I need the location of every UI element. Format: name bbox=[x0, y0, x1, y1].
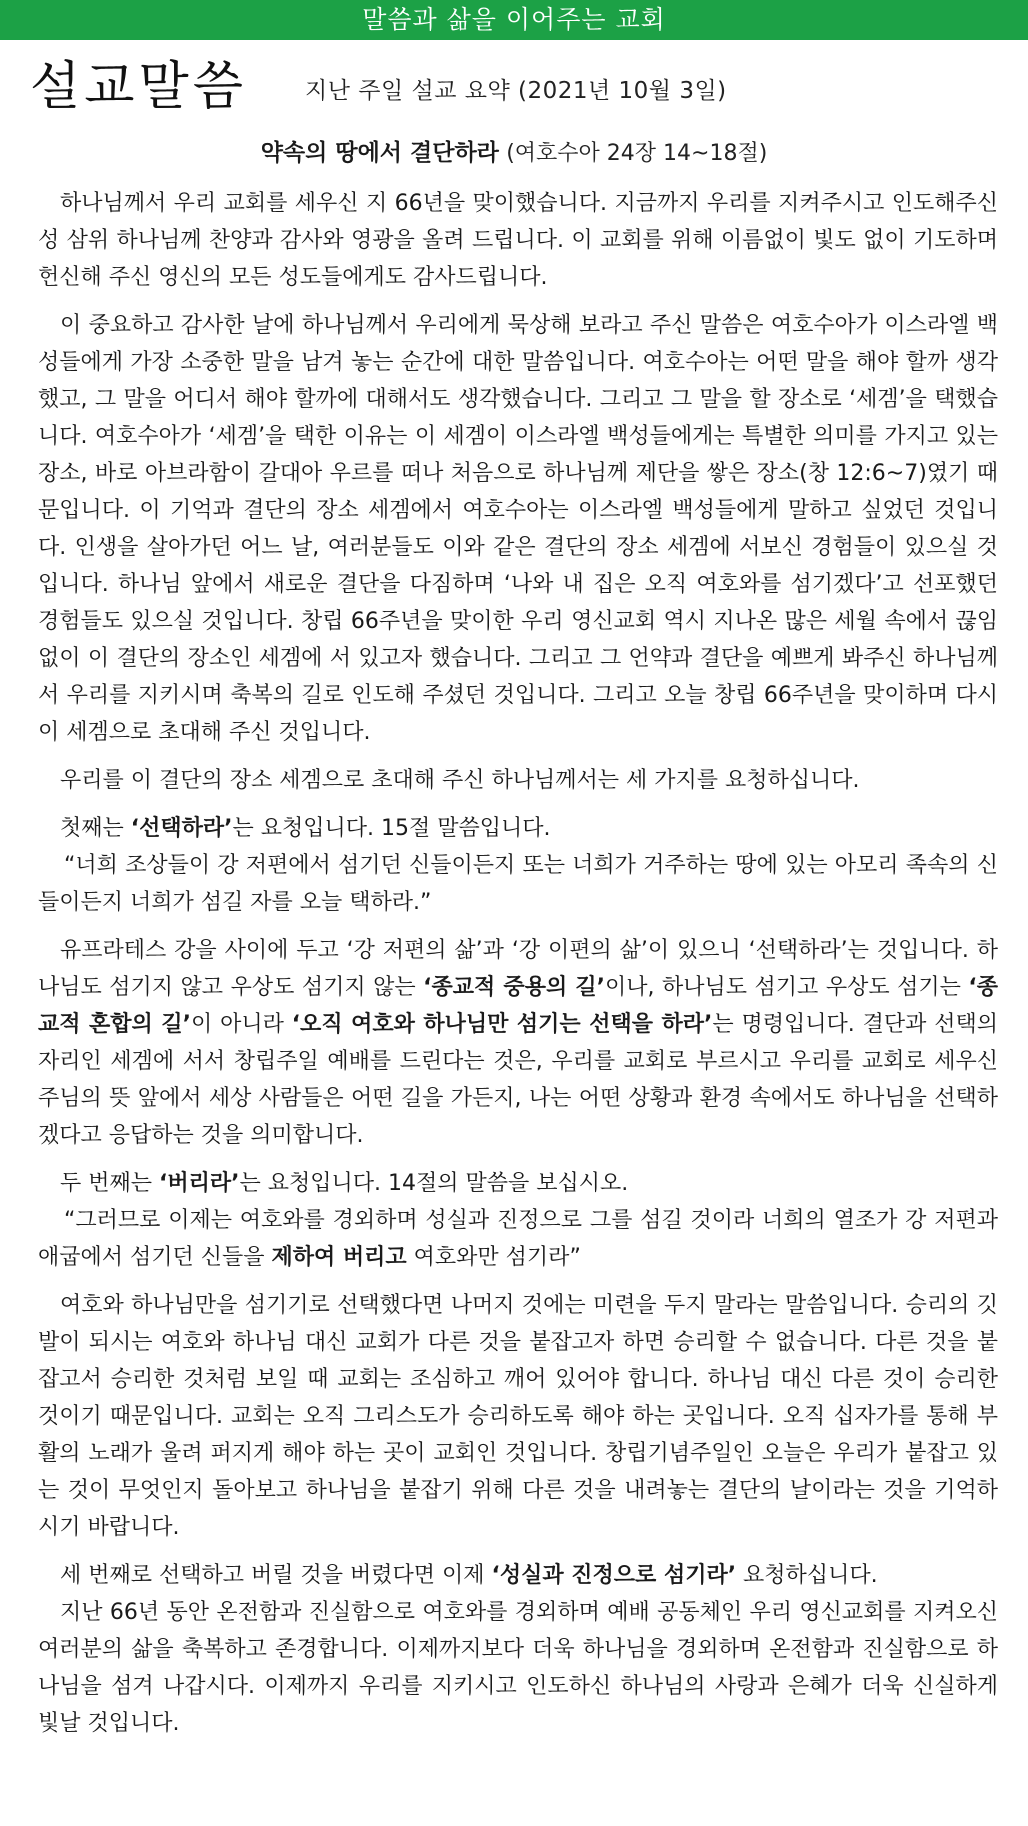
first-request-keyword: ‘선택하라’ bbox=[130, 816, 233, 841]
third-request-keyword: ‘성실과 진정으로 섬기라’ bbox=[491, 1563, 737, 1588]
paragraph-victory: 여호와 하나님만을 섬기기로 선택했다면 나머지 것에는 미련을 두지 말라는 말씀입니다. 승리의 깃발이 되시는 여호와 하나님 대신 교회가 다른 것을 붙잡고자 하면 승리할 수 없습니다. 다른 것을 붙잡고서 승리한 것처럼 보일 때 교회는 조심하고 깨어 있어야 합니다. 하나님 대신 다른 것이 승리한 것이기 때문입니다. 교회는 오직 그리스도가 승리하도록 해야 하는 곳입니다. 오직 십자가를 통해 부활의 노래가 울려 퍼지게 해야 하는 곳이 교회인 것입니다. 창립기념주일인 오늘은 우리가 붙잡고 있는 것이 무엇인지 돌아보고 하나님을 붙잡기 위해 다른 것을 내려놓는 결단의 날이라는 것을 기억하시기 바랍니다. bbox=[38, 1293, 998, 1540]
quote-verse-14: “그러므로 이제는 여호와를 경외하며 성실과 진정으로 그를 섬길 것이라 너희의 열조가 강 저편과 애굽에서 섬기던 신들을 제하여 버리고 여호와만 섬기라” bbox=[38, 1208, 998, 1270]
paragraph-closing: 지난 66년 동안 온전함과 진실함으로 여호와를 경외하며 예배 공동체인 우리 영신교회를 지켜오신 여러분의 삶을 축복하고 존경합니다. 이제까지보다 더욱 하나님을 경외하며 온전함과 진실함으로 하나님을 섬겨 나갑시다. 이제까지 우리를 지키시고 인도하신 하나님의 사랑과 은혜가 더욱 신실하게 빛날 것입니다. bbox=[38, 1600, 998, 1736]
scripture-reference: (여호수아 24장 14~18절) bbox=[506, 141, 768, 166]
slogan-text: 말씀과 삶을 이어주는 교회 bbox=[362, 5, 666, 34]
keyword-put-away: 제하여 버리고 bbox=[271, 1245, 407, 1270]
sermon-date-subtitle: 지난 주일 설교 요약 (2021년 10월 3일) bbox=[305, 78, 727, 104]
keyword-religious-middle-way: ‘종교적 중용의 길’ bbox=[423, 975, 605, 1000]
sermon-title bbox=[0, 134, 1028, 167]
paragraph-shechem: 이 중요하고 감사한 날에 하나님께서 우리에게 묵상해 보라고 주신 말씀은 여호수아가 이스라엘 백성들에게 가장 소중한 말을 남겨 놓는 순간에 대한 말씀입니다. 여호수아는 어떤 말을 해야 할까 생각했고, 그 말을 어디서 해야 할까에 대해서도 생각했습니다. 그리고 그 말을 할 장소로 ‘세겜’을 택했습니다. 여호수아가 ‘세겜’을 택한 이유는 이 세겜이 이스라엘 백성들에게는 특별한 의미를 가지고 있는 장소, 바로 아브라함이 갈대아 우르를 떠나 처음으로 하나님께 제단을 쌓은 장소(창 12:6~7)였기 때문입니다. 이 기억과 결단의 장소 세겜에서 여호수아는 이스라엘 백성들에게 말하고 싶었던 것입니다. 인생을 살아가던 어느 날, 여러분들도 이와 같은 결단의 장소 세겜에 서보신 경험들이 있으실 것입니다. 하나님 앞에서 새로운 결단을 다짐하며 ‘나와 내 집은 오직 여호와를 섬기겠다’고 선포했던 경험들도 있으실 것입니다. 창립 66주년을 맞이한 우리 영신교회 역시 지나온 많은 세월 속에서 끊임없이 이 결단의 장소인 세겜에 서 있고자 했습니다. 그리고 그 언약과 결단을 예쁘게 봐주신 하나님께서 우리를 지키시며 축복의 길로 인도해 주셨던 것입니다. 그리고 오늘 창립 66주년을 맞이하며 다시 이 세겜으로 초대해 주신 것입니다. bbox=[38, 313, 998, 745]
paragraph-intro: 하나님께서 우리 교회를 세우신 지 66년을 맞이했습니다. 지금까지 우리를 지켜주시고 인도해주신 성 삼위 하나님께 찬양과 감사와 영광을 올려 드립니다. 이 교회를 위해 이름없이 빛도 없이 기도하며 헌신해 주신 영신의 모든 성도들에게도 감사드립니다. bbox=[38, 191, 998, 290]
sermon-body bbox=[0, 185, 1028, 1742]
sermon-title-text: 약속의 땅에서 결단하라 bbox=[260, 140, 499, 166]
church-slogan-banner bbox=[0, 0, 1028, 40]
header bbox=[0, 40, 1028, 120]
paragraph-three-requests: 우리를 이 결단의 장소 세겜으로 초대해 주신 하나님께서는 세 가지를 요청하십니다. bbox=[60, 768, 860, 793]
paragraph-third-request: 세 번째로 선택하고 버릴 것을 버렸다면 이제 ‘성실과 진정으로 섬기라’ 요청하십니다. bbox=[60, 1563, 878, 1588]
keyword-religious-mixing: ‘종교적 혼합의 길’ bbox=[38, 975, 998, 1037]
keyword-choose-only-god: ‘오직 여호와 하나님만 섬기는 선택을 하라’ bbox=[291, 1012, 713, 1037]
paragraph-first-request: 첫째는 ‘선택하라’는 요청입니다. 15절 말씀입니다. bbox=[60, 816, 551, 841]
paragraph-second-request: 두 번째는 ‘버리라’는 요청입니다. 14절의 말씀을 보십시오. bbox=[60, 1171, 629, 1196]
paragraph-choice: 유프라테스 강을 사이에 두고 ‘강 저편의 삶’과 ‘강 이편의 삶’이 있으니 ‘선택하라’는 것입니다. 하나님도 섬기지 않고 우상도 섬기지 않는 ‘종교적 중용의 길’이나, 하나님도 섬기고 우상도 섬기는 ‘종교적 혼합의 길’이 아니라 ‘오직 여호와 하나님만 섬기는 선택을 하라’는 명령입니다. 결단과 선택의 자리인 세겜에 서서 창립주일 예배를 드린다는 것은, 우리를 교회로 부르시고 우리를 교회로 세우신 주님의 뜻 앞에서 세상 사람들은 어떤 길을 가든지, 나는 어떤 상황과 환경 속에서도 하나님을 선택하겠다고 응답하는 것을 의미합니다. bbox=[38, 938, 998, 1148]
section-title: 설교말씀 bbox=[30, 57, 247, 117]
quote-verse-15: “너희 조상들이 강 저편에서 섬기던 신들이든지 또는 너희가 거주하는 땅에 있는 아모리 족속의 신들이든지 너희가 섬길 자를 오늘 택하라.” bbox=[38, 853, 998, 915]
second-request-keyword: ‘버리라’ bbox=[159, 1171, 240, 1196]
